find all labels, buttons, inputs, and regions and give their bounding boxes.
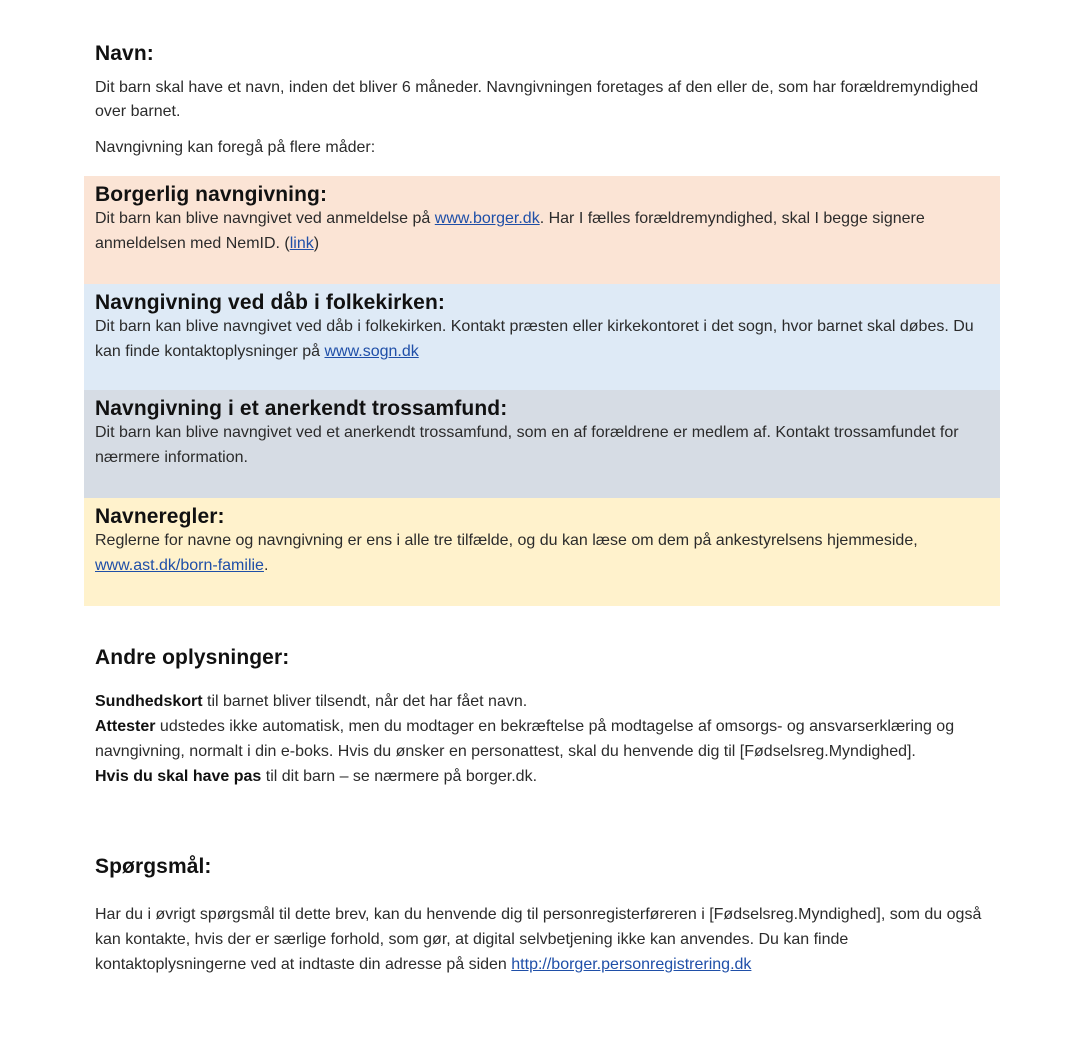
- sundhedskort-text: til barnet bliver tilsendt, når det har fået navn.: [202, 693, 528, 710]
- sogn-dk-link[interactable]: www.sogn.dk: [324, 343, 419, 360]
- borgerlig-text-middle: . Har I fælles forældremyndighed, skal I begge signere anmeldelsen med NemID. (: [95, 210, 925, 252]
- pas-bold: Hvis du skal have pas: [95, 768, 262, 785]
- attester-text: udstedes ikke automatisk, men du modtager en bekræftelse på modtagelse af omsorgs- og ansvarserklæring og navngivning, normalt i din e-boks. Hvis du ønsker en personattest, skal du henvende dig til [Fødselsreg.Myndighed].: [95, 718, 955, 760]
- navneregler-text-before: Reglerne for navne og navngivning er ens i alle tre tilfælde, og du kan læse om dem på ankestyrelsens hjemmeside,: [95, 532, 918, 549]
- navn-heading: Navn:: [95, 42, 154, 65]
- pas-text: til dit barn – se nærmere på borger.dk.: [261, 768, 538, 785]
- trossamfund-text: Dit barn kan blive navngivet ved et anerkendt trossamfund, som en af forældrene er medlem af. Kontakt trossamfundet for nærmere information.: [95, 424, 959, 466]
- attester-bold: Attester: [95, 718, 156, 735]
- navneregler-heading: Navneregler:: [95, 505, 225, 528]
- daab-box: [84, 284, 1000, 390]
- spoergsmaal-heading: Spørgsmål:: [95, 855, 212, 878]
- andre-text: [95, 689, 990, 789]
- borgerlig-text: [95, 206, 989, 256]
- personregistrering-link[interactable]: http://borger.personregistrering.dk: [511, 956, 752, 973]
- sundhedskort-bold: Sundhedskort: [95, 693, 203, 710]
- daab-text-before: Dit barn kan blive navngivet ved dåb i folkekirken. Kontakt præsten eller kirkekontoret i det sogn, hvor barnet skal døbes. Du kan finde kontaktoplysninger på: [95, 318, 974, 360]
- borgerlig-box: [84, 176, 1000, 284]
- navneregler-text-after: .: [263, 557, 269, 574]
- borgerlig-text-before: Dit barn kan blive navngivet ved anmeldelse på: [95, 210, 435, 227]
- trossamfund-box: [84, 390, 1000, 498]
- spoergsmaal-text: [95, 902, 990, 977]
- daab-heading: Navngivning ved dåb i folkekirken:: [95, 291, 445, 314]
- navn-paragraph-2: Navngivning kan foregå på flere måder:: [95, 139, 376, 156]
- navneregler-text: [95, 528, 989, 578]
- trossamfund-heading: Navngivning i et anerkendt trossamfund:: [95, 397, 508, 420]
- nemid-link[interactable]: link: [289, 235, 314, 252]
- ast-dk-link[interactable]: www.ast.dk/born-familie: [95, 557, 264, 574]
- andre-heading: Andre oplysninger:: [95, 646, 290, 669]
- borgerlig-text-after: ): [313, 235, 320, 252]
- borgerlig-heading: Borgerlig navngivning:: [95, 183, 328, 206]
- navneregler-box: [84, 498, 1000, 606]
- navn-paragraph-1: Dit barn skal have et navn, inden det bliver 6 måneder. Navngivningen foretages af den eller de, som har forældremyndighed over barnet.: [95, 79, 979, 120]
- borger-dk-link[interactable]: www.borger.dk: [434, 210, 540, 227]
- spoergsmaal-text-before: Har du i øvrigt spørgsmål til dette brev, kan du henvende dig til personregisterføreren i [Fødselsreg.Myndighed], som du også kan kontakte, hvis der er særlige forhold, som gør, at digital selvbetjening ikke kan anvendes. Du kan finde kontaktoplysningerne ved at indtaste din adresse på siden: [95, 906, 982, 973]
- daab-text: [95, 314, 989, 364]
